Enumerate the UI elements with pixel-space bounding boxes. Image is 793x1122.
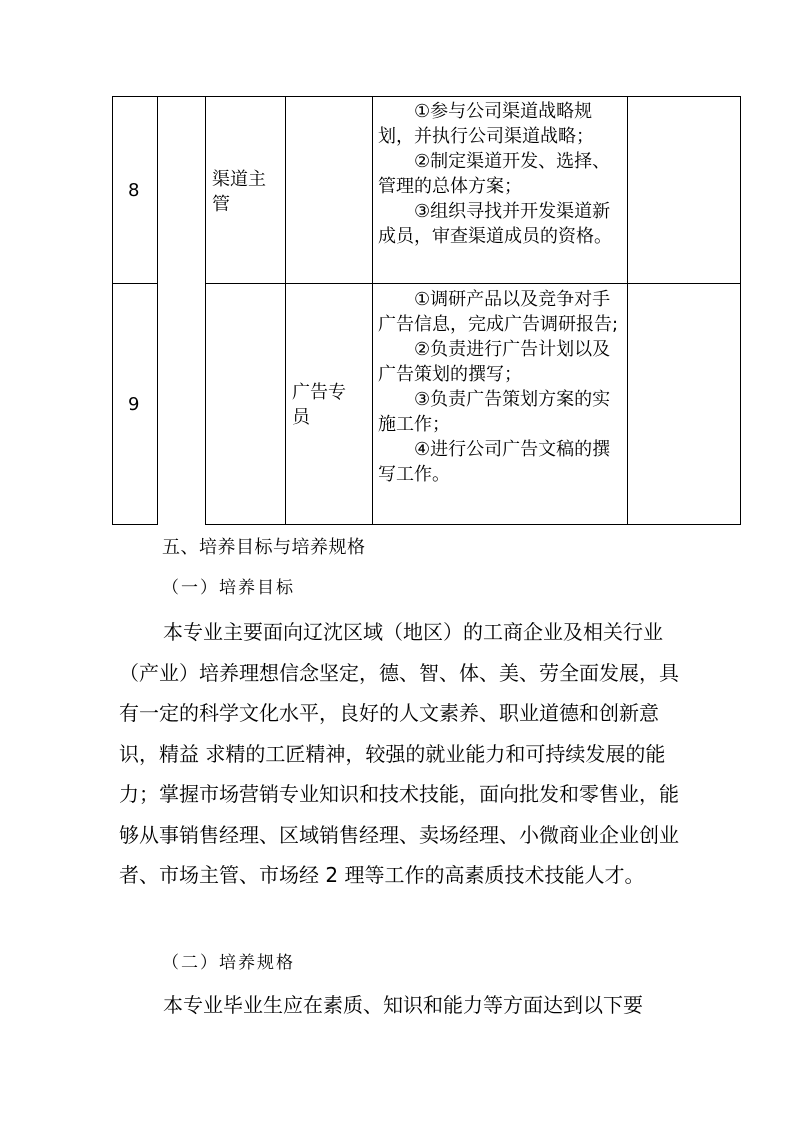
row-8-position: 渠道主 管 — [212, 169, 266, 215]
col-line-5 — [372, 96, 373, 525]
row-9-position: 广告专 员 — [292, 382, 346, 428]
training-goal-paragraph — [119, 612, 679, 896]
row-8-duty-1: ①参与公司渠道战略规划，并执行公司渠道战略； — [378, 101, 594, 147]
col-line-6 — [627, 96, 628, 525]
row-8-duty-3: ③组织寻找并开发渠道新成员，审查渠道成员的资格。 — [378, 201, 612, 247]
col-line-3 — [205, 96, 206, 525]
table-bottom-border-left — [112, 524, 157, 525]
col-line-1 — [112, 96, 113, 525]
col-line-4 — [285, 96, 286, 525]
row-8-duty-2: ②制定渠道开发、选择、管理的总体方案； — [378, 151, 611, 197]
row-9-duties — [378, 287, 626, 487]
row-9-duty-4: ④进行公司广告文稿的撰写工作。 — [378, 439, 611, 485]
row-8-duties — [378, 99, 626, 249]
row-9-duty-3: ③负责广告策划方案的实施工作； — [378, 389, 611, 435]
section-5-title: 五、培养目标与培养规格 — [162, 537, 366, 558]
table-top-border — [112, 96, 741, 97]
row-8-index: 8 — [128, 180, 140, 201]
training-spec-paragraph — [119, 985, 679, 1026]
row-9-duty-2: ②负责进行广告计划以及广告策划的撰写； — [378, 339, 611, 385]
subsection-2-title: （二）培养规格 — [162, 953, 295, 973]
row-9-duty-1: ①调研产品以及竞争对手广告信息，完成广告调研报告; — [378, 289, 619, 335]
row-9-index: 9 — [128, 394, 140, 415]
col-line-2 — [157, 96, 158, 525]
subsection-1-title: （一）培养目标 — [162, 578, 295, 598]
training-goal-text: 本专业主要面向辽沈区域（地区）的工商企业及相关行业（产业）培养理想信念坚定，德、智、体、美、劳全面发展，具有一定的科学文化水平，良好的人文素养、职业道德和创新意识，精益 求精的工匠精神，较强的就业能力和可持续发展的能力；掌握市场营销专业知识和技术技能，面向批发和零售业，能够从事销售经理、区域销售经理、卖场经理、小微商业企业创业者、市场主管、市场经 2 理等工作的高素质技术技能人才。 — [119, 620, 679, 887]
training-spec-text: 本专业毕业生应在素质、知识和能力等方面达到以下要 — [163, 993, 643, 1017]
row-divider-index — [112, 283, 157, 284]
table-right-border — [740, 96, 741, 525]
